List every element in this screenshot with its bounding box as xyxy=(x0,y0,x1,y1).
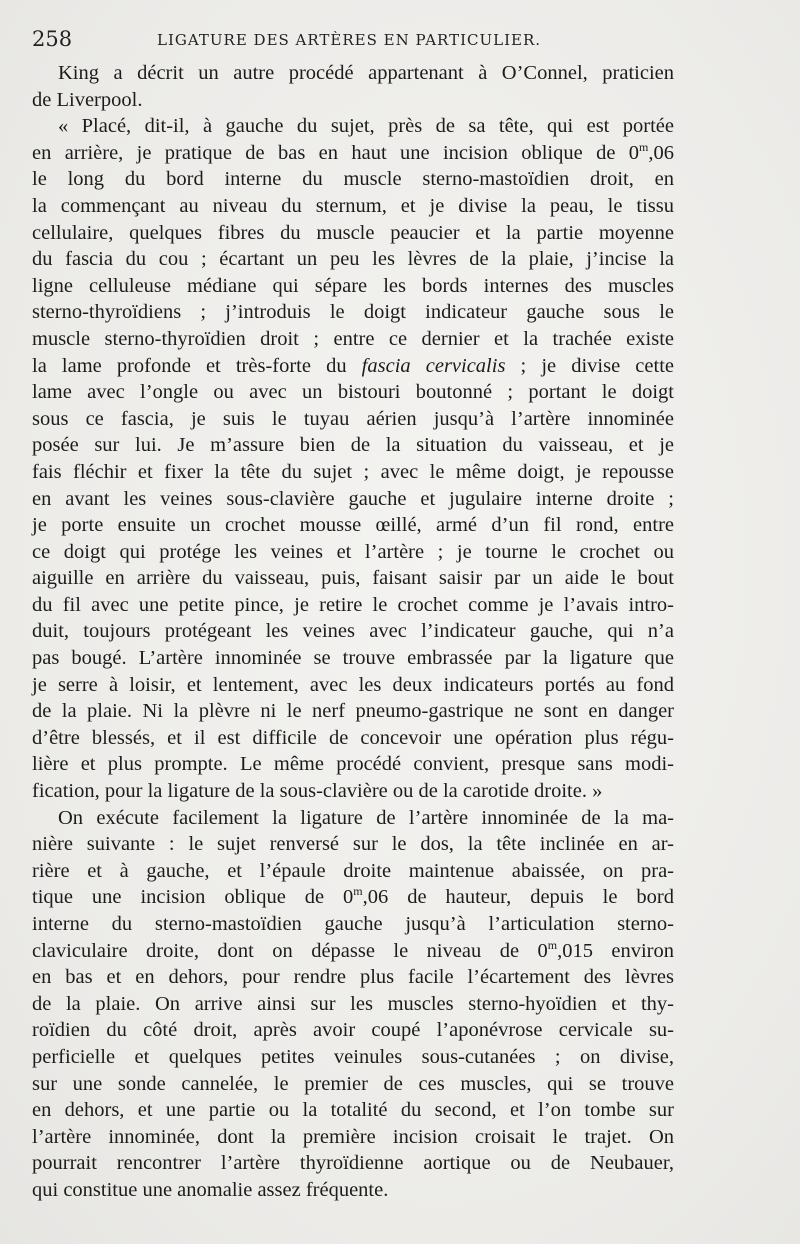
text-line: fication, pour la ligature de la sous-clavière ou de la carotide droite. » xyxy=(32,780,603,803)
running-title: LIGATURE DES ARTÈRES EN PARTICULIER. xyxy=(157,31,542,49)
text-line: interne du sterno-mastoïdien gauche jusqu’à l’articulation sterno- xyxy=(32,913,674,935)
text-line: l’artère innominée, dont la première incision croisait le trajet. On xyxy=(32,1125,674,1148)
text-line: muscle sterno-thyroïdien droit ; entre ce dernier et la trachée existe xyxy=(32,327,674,350)
paragraph-1 xyxy=(32,60,674,113)
text-line: je porte ensuite un crochet mousse œillé, armé d’un fil rond, entre xyxy=(32,514,674,537)
text-line: fais fléchir et fixer la tête du sujet ; avec le même doigt, je repousse xyxy=(32,460,674,483)
text-line: King a décrit un autre procédé appartenant à O’Connel, praticien xyxy=(58,62,674,84)
text-line: duit, toujours protégeant les veines avec l’indicateur gauche, qui n’a xyxy=(32,620,674,643)
text-line: ce doigt qui protége les veines et l’artère ; je tourne le crochet ou xyxy=(32,540,674,563)
text-line: pas bougé. L’artère innominée se trouve embrassée par la ligature que xyxy=(32,647,674,670)
text-line: d’être blessés, et il est difficile de concevoir une opération plus régu- xyxy=(32,726,674,749)
text-line: la commençant au niveau du sternum, et je divise la peau, le tissu xyxy=(32,194,674,217)
text-line: rière et à gauche, et l’épaule droite maintenue abaissée, on pra- xyxy=(32,859,674,882)
paragraph-2 xyxy=(32,113,674,804)
text-line: pourrait rencontrer l’artère thyroïdienne aortique ou de Neubauer, xyxy=(32,1152,674,1175)
text-line: sous ce fascia, je suis le tuyau aérien jusqu’à l’artère innominée xyxy=(32,407,674,430)
text-line: qui constitue une anomalie assez fréquente. xyxy=(32,1178,389,1201)
text-line: je serre à loisir, et lentement, avec les deux indicateurs portés au fond xyxy=(32,673,674,696)
paragraph-3 xyxy=(32,805,674,1204)
text-line: tique une incision oblique de 0$^m$,06 de hauteur, depuis le bord xyxy=(32,884,674,909)
text-line: lame avec l’ongle ou avec un bistouri boutonné ; portant le doigt xyxy=(32,381,674,404)
text-line: cellulaire, quelques fibres du muscle peaucier et la partie moyenne xyxy=(32,221,674,244)
text-line: en arrière, je pratique de bas en haut une incision oblique de 0$^m$,06 xyxy=(32,139,674,164)
text-line: de Liverpool. xyxy=(32,88,143,111)
text-line: de la plaie. Ni la plèvre ni le nerf pneumo-gastrique ne sont en danger xyxy=(32,700,674,723)
text-line: claviculaire droite, dont on dépasse le niveau de 0$^m$,015 environ xyxy=(32,937,675,962)
text-line: nière suivante : le sujet renversé sur le dos, la tête inclinée en ar- xyxy=(32,833,674,856)
text-line: posée sur lui. Je m’assure bien de la situation du vaisseau, et je xyxy=(32,434,674,457)
text-line: perficielle et quelques petites veinules sous-cutanées ; on divise, xyxy=(32,1045,674,1068)
text-line: aiguille en arrière du vaisseau, puis, faisant saisir par un aide le bout xyxy=(32,567,674,590)
text-line: en dehors, et une partie ou la totalité du second, et l’on tombe sur xyxy=(32,1099,674,1122)
text-line: sur une sonde cannelée, le premier de ces muscles, qui se trouve xyxy=(32,1072,674,1095)
text-line: du fascia du cou ; écartant un peu les lèvres de la plaie, j’incise la xyxy=(32,248,674,271)
text-line: sterno-thyroïdiens ; j’introduis le doigt indicateur gauche sous le xyxy=(32,301,674,324)
text-line: « Placé, dit-il, à gauche du sujet, près de sa tête, qui est portée xyxy=(58,115,674,138)
text-line: le long du bord interne du muscle sterno-mastoïdien droit, en xyxy=(32,168,674,191)
running-head xyxy=(32,27,752,55)
text-line: lière et plus prompte. Le même procédé convient, presque sans modi- xyxy=(32,753,674,776)
text-line: du fil avec une petite pince, je retire le crochet comme je l’avais intro- xyxy=(32,593,674,616)
text-line: On exécute facilement la ligature de l’artère innominée de la ma- xyxy=(58,806,674,829)
body-text xyxy=(32,60,674,1204)
text-line: ligne celluleuse médiane qui sépare les bords internes des muscles xyxy=(32,274,674,297)
page-number: 258 xyxy=(32,27,73,51)
text-line: roïdien du côté droit, après avoir coupé l’aponévrose cervicale su- xyxy=(32,1019,674,1042)
text-line: de la plaie. On arrive ainsi sur les muscles sterno-hyoïdien et thy- xyxy=(32,992,674,1015)
text-line: en bas et en dehors, pour rendre plus facile l’écartement des lèvres xyxy=(32,966,674,989)
text-line: en avant les veines sous-clavière gauche et jugulaire interne droite ; xyxy=(32,487,674,510)
text-line: la lame profonde et très-forte du fascia cervicalis ; je divise cette xyxy=(32,354,674,377)
